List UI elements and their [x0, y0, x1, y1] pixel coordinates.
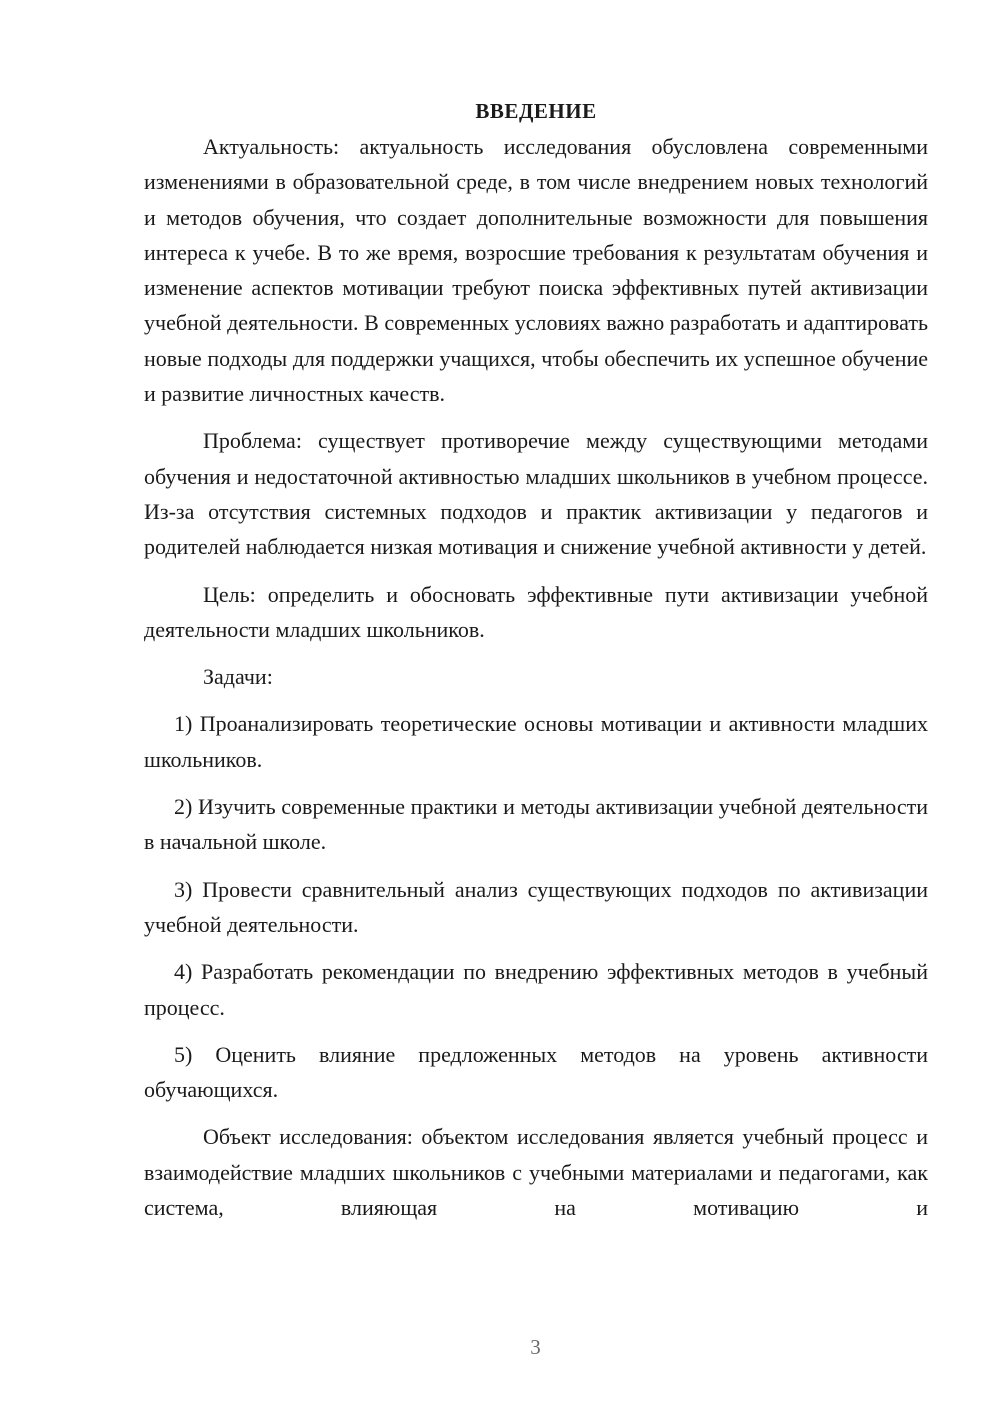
task-item-5: 5) Оценить влияние предложенных методов на уровень активности обучающихся. [144, 1041, 928, 1103]
paragraph-goal: Цель: определить и обосновать эффективные пути активизации учебной деятельности младших школьников. [144, 581, 928, 642]
page-number: 3 [530, 1335, 541, 1359]
paragraph-problem: Проблема: существует противоречие между существующими методами обучения и недостаточной активностью младших школьников в учебном процессе. Из-за отсутствия системных подходов и практик активизации у педагогов и родителей наблюдается низкая мотивация и снижение учебной активности у детей. [144, 428, 928, 560]
task-item-2: 2) Изучить современные практики и методы активизации учебной деятельности в начальной школе. [144, 794, 928, 855]
paragraph-relevance: Актуальность: актуальность исследования обусловлена современными изменениями в образовательной среде, в том числе внедрением новых технологий и методов обучения, что создает дополнительные возможности для повышения интереса к учебе. В то же время, возросшие требования к результатам обучения и изменение аспектов мотивации требуют поиска эффективных путей активизации учебной деятельности. В современных условиях важно разработать и адаптировать новые подходы для поддержки учащихся, чтобы обеспечить их успешное обучение и развитие личностных качеств. [144, 134, 928, 407]
task-item-4: 4) Разработать рекомендации по внедрению эффективных методов в учебный процесс. [144, 959, 928, 1020]
task-item-3: 3) Провести сравнительный анализ существующих подходов по активизации учебной деятельности. [144, 876, 928, 937]
paragraph-object: Объект исследования: объектом исследования является учебный процесс и взаимодействие младших школьников с учебными материалами и педагогами, как система, влияющая на мотивацию и [144, 1124, 928, 1221]
tasks-label: Задачи: [203, 664, 273, 690]
document-page [144, 96, 928, 1225]
task-item-1: 1) Проанализировать теоретические основы мотивации и активности младших школьников. [144, 711, 928, 772]
page-title: ВВЕДЕНИЕ [475, 99, 597, 123]
